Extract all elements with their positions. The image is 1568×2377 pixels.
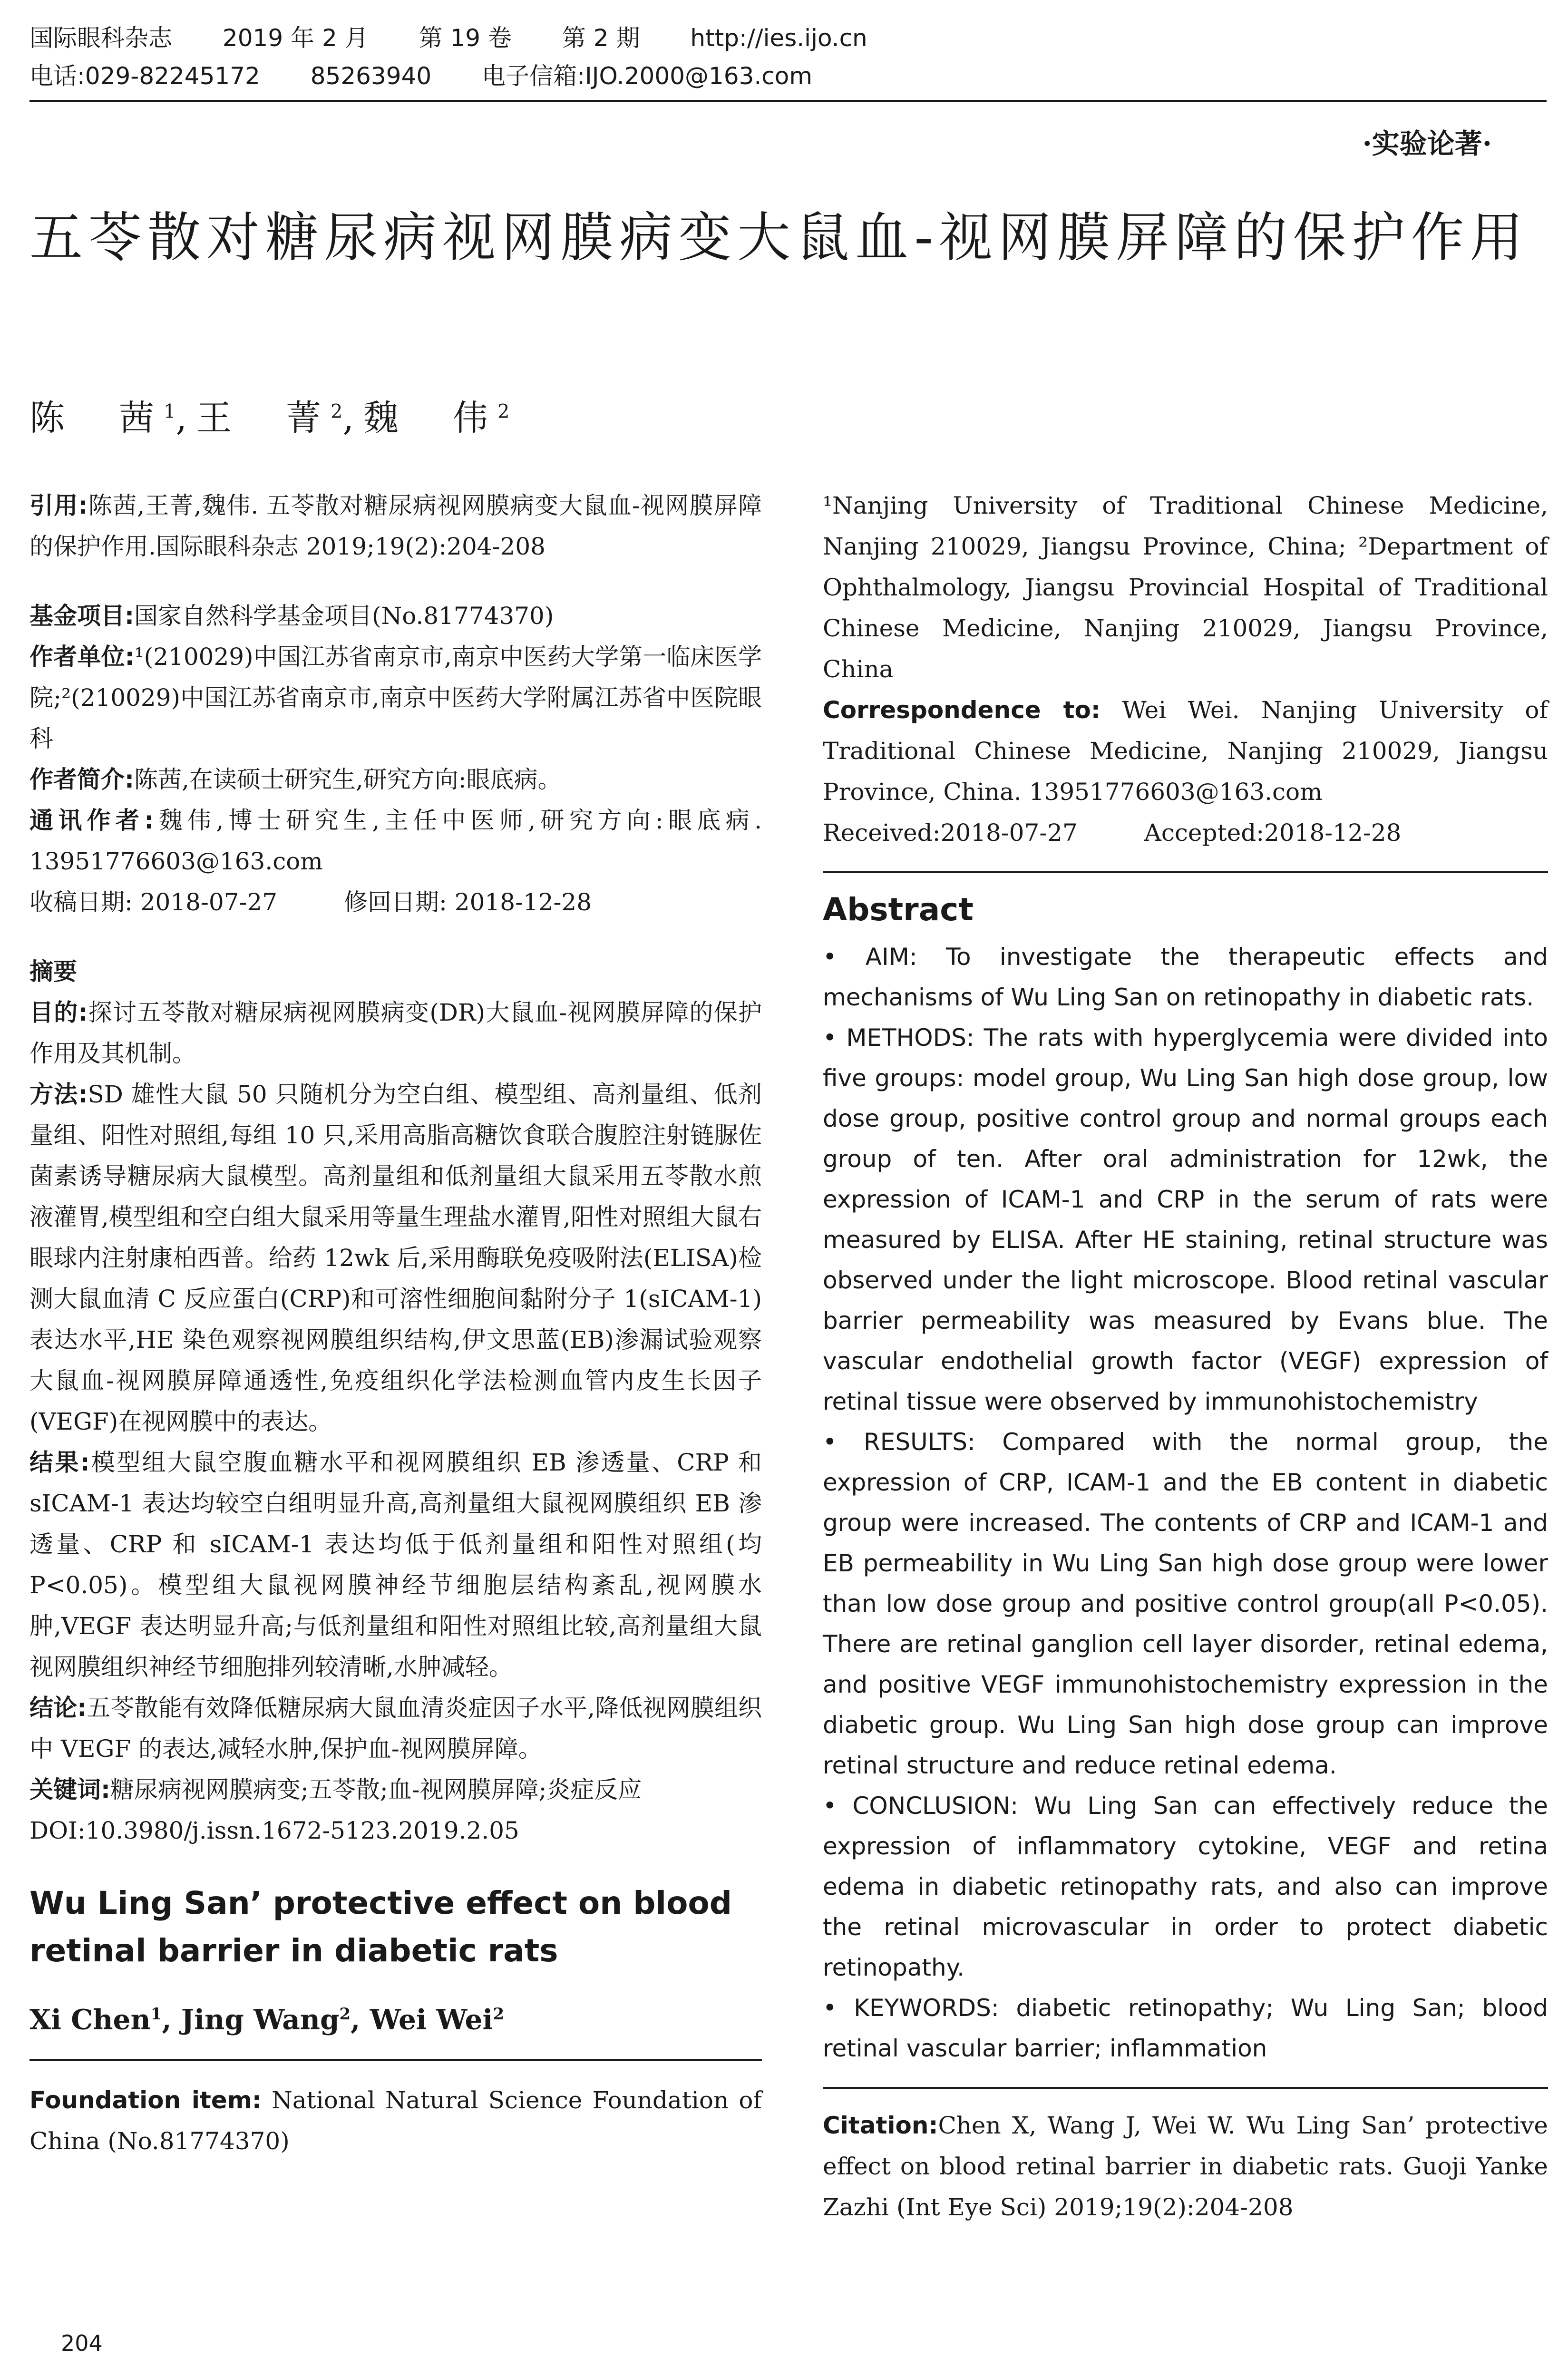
header-line-1: [29, 19, 1547, 57]
correspondence-label: Correspondence to:: [823, 696, 1101, 724]
header-rule: [29, 100, 1547, 102]
conclusion-label: 结论:: [29, 1694, 87, 1722]
page-number: 204: [61, 2330, 103, 2356]
aim-label: 目的:: [29, 999, 88, 1026]
author-affil: 2: [497, 400, 510, 423]
authors-en: Xi Chen$^1$, Jing Wang$^2$, Wei Wei$^2$: [29, 2003, 505, 2036]
foundation-text: National Natural Science Foundation of China (No.81774370): [29, 2086, 762, 2155]
section-label: ·实验论著·: [1362, 127, 1492, 160]
phone: 电话:029-82245172: [29, 62, 260, 90]
received-date: 收稿日期: 2018-07-27: [29, 888, 278, 916]
corr-label: 通讯作者:: [29, 807, 154, 834]
keywords-text: 糖尿病视网膜病变;五苓散;血-视网膜屏障;炎症反应: [110, 1776, 642, 1803]
article-title-en: Wu Ling San’ protective effect on blood retinal barrier in diabetic rats: [29, 1885, 732, 1969]
header-line-2: [29, 57, 1547, 95]
revised-date: 修回日期: 2018-12-28: [344, 888, 592, 916]
author-affil: 2: [330, 400, 343, 423]
dates-cn: [29, 882, 762, 923]
author-en-affil: 2: [339, 2005, 351, 2024]
citation-label: 引用:: [29, 492, 88, 519]
author-name: 王 菁: [196, 398, 331, 438]
citation-en-text: Chen X, Wang J, Wei W. Wu Ling San’ protective effect on blood retinal barrier in diabetic rats. Guoji Yanke Zazhi (Int Eye Sci) 2019;19(2):204-208: [823, 2112, 1548, 2221]
methods-cn: [29, 1074, 762, 1442]
results-en: • RESULTS: Compared with the normal group, the expression of CRP, ICAM-1 and the EB content in diabetic group were increased. The contents of CRP and ICAM-1 and EB permeability in Wu Ling San high dose group were lower than low dose group and positive control group(all P<0.05). There are retinal ganglion cell layer disorder, retinal edema, and positive VEGF immunohistochemistry expression in the diabetic group. Wu Ling San high dose group can improve retinal structure and reduce retinal edema.: [823, 1428, 1548, 1779]
received-date-en: Received:2018-07-27: [823, 819, 1078, 847]
fund-info: [29, 595, 762, 636]
bio-label: 作者简介:: [29, 766, 134, 793]
author-en-name: Wei Wei: [370, 2003, 493, 2036]
conclusion-text: 五苓散能有效降低糖尿病大鼠血清炎症因子水平,降低视网膜组织中 VEGF 的表达,减轻水肿,保护血-视网膜屏障。: [29, 1694, 762, 1763]
accepted-date-en: Accepted:2018-12-28: [1144, 819, 1402, 847]
abstract-heading-cn: 摘要: [29, 958, 77, 985]
results-cn: [29, 1442, 762, 1687]
journal-name: 国际眼科杂志: [29, 24, 172, 52]
keywords-en: • KEYWORDS: diabetic retinopathy; Wu Ling San; blood retinal vascular barrier; inflammation: [823, 1994, 1548, 2062]
affiliations-en: ¹Nanjing University of Traditional Chinese Medicine, Nanjing 210029, Jiangsu Province, China; ²Department of Ophthalmology, Jiangsu Provincial Hospital of Traditional Chinese Medicine, Nanjing 210029, Jiangsu Province, China: [823, 492, 1548, 683]
author-bio: [29, 759, 762, 800]
keywords-label: 关键词:: [29, 1776, 110, 1803]
left-column: [29, 485, 762, 2162]
results-label: 结果:: [29, 1449, 90, 1476]
citation-en: [823, 2105, 1548, 2228]
conclusion-en: • CONCLUSION: Wu Ling San can effectively reduce the expression of inflammatory cytokine, VEGF and retina edema in diabetic retinopathy rats, and also can improve the retinal microvascular in order to protect diabetic retinopathy.: [823, 1792, 1548, 1981]
author-name: 陈 茜: [29, 398, 164, 438]
author-unit: [29, 636, 762, 759]
abstract-heading-en: Abstract: [823, 891, 974, 928]
foundation-label: Foundation item:: [29, 2086, 262, 2114]
results-text: 模型组大鼠空腹血糖水平和视网膜组织 EB 渗透量、CRP 和 sICAM-1 表达均较空白组明显升高,高剂量组大鼠视网膜组织 EB 渗透量、CRP 和 sICAM-1 表达均低于低剂量组和阳性对照组(均 P<0.05)。模型组大鼠视网膜神经节细胞层结构紊乱,视网膜水肿,VEGF 表达明显升高;与低剂量组和阳性对照组比较,高剂量组大鼠视网膜组织神经节细胞排列较清晰,水肿减轻。: [29, 1449, 762, 1681]
conclusion-cn: [29, 1687, 762, 1769]
fund-text: 国家自然科学基金项目(No.81774370): [134, 602, 554, 630]
correspondence-text: Wei Wei. Nanjing University of Traditional Chinese Medicine, Nanjing 210029, Jiangsu Province, China. 13951776603@163.com: [823, 696, 1548, 806]
volume: 第 19 卷: [419, 24, 512, 52]
author-en-name: Xi Chen: [29, 2003, 151, 2036]
aim-cn: [29, 992, 762, 1074]
methods-en: • METHODS: The rats with hyperglycemia were divided into five groups: model group, Wu Ling San high dose group, low dose group, positive control group and normal groups each group of ten. After oral administration for 12wk, the expression of ICAM-1 and CRP in the serum of rats were measured by ELISA. After HE staining, retinal structure was observed under the light microscope. Blood retinal vascular barrier permeability was measured by Evans blue. The vascular endothelial growth factor (VEGF) expression of retinal tissue were observed by immunohistochemistry: [823, 1024, 1548, 1415]
author-en-name: Jing Wang: [181, 2003, 340, 2036]
journal-url[interactable]: http://ies.ijo.cn: [690, 24, 867, 52]
correspondence-en: [823, 690, 1548, 812]
journal-header: [29, 19, 1547, 95]
bio-text: 陈茜,在读硕士研究生,研究方向:眼底病。: [134, 766, 562, 793]
author-en-affil: 2: [493, 2005, 505, 2024]
divider: [823, 871, 1548, 873]
phone-2: 85263940: [310, 62, 432, 90]
methods-text: SD 雄性大鼠 50 只随机分为空白组、模型组、高剂量组、低剂量组、阳性对照组,每组 10 只,采用高脂高糖饮食联合腹腔注射链脲佐菌素诱导糖尿病大鼠模型。高剂量组和低剂量组大鼠采用五苓散水煎液灌胃,模型组和空白组大鼠采用等量生理盐水灌胃,阳性对照组大鼠右眼球内注射康柏西普。给药 12wk 后,采用酶联免疫吸附法(ELISA)检测大鼠血清 C 反应蛋白(CRP)和可溶性细胞间黏附分子 1(sICAM-1)表达水平,HE 染色观察视网膜组织结构,伊文思蓝(EB)渗漏试验观察大鼠血-视网膜屏障通透性,免疫组织化学法检测血管内皮生长因子(VEGF)在视网膜中的表达。: [29, 1081, 762, 1435]
corresponding-author: [29, 800, 762, 882]
issue-date: 2019 年 2 月: [222, 24, 369, 52]
citation-cn: [29, 485, 762, 567]
issue: 第 2 期: [562, 24, 640, 52]
right-column: [823, 485, 1548, 2228]
methods-label: 方法:: [29, 1081, 88, 1108]
unit-label: 作者单位:: [29, 643, 135, 671]
citation-en-label: Citation:: [823, 2112, 938, 2139]
divider: [29, 2059, 762, 2061]
fund-label: 基金项目:: [29, 602, 134, 630]
article-title-cn: 五苓散对糖尿病视网膜病变大鼠血-视网膜屏障的保护作用: [29, 207, 1529, 269]
unit-text: ¹(210029)中国江苏省南京市,南京中医药大学第一临床医学院;²(210029)中国江苏省南京市,南京中医药大学附属江苏省中医院眼科: [29, 643, 762, 752]
citation-text: 陈茜,王菁,魏伟. 五苓散对糖尿病视网膜病变大鼠血-视网膜屏障的保护作用.国际眼科杂志 2019;19(2):204-208: [29, 492, 762, 560]
email[interactable]: 电子信箱:IJO.2000@163.com: [482, 62, 813, 90]
author-name: 魏 伟: [363, 398, 497, 438]
aim-text: 探讨五苓散对糖尿病视网膜病变(DR)大鼠血-视网膜屏障的保护作用及其机制。: [29, 999, 762, 1067]
divider: [823, 2087, 1548, 2089]
author-affil: 1: [164, 400, 176, 423]
author-en-affil: 1: [150, 2005, 162, 2024]
aim-en: • AIM: To investigate the therapeutic effects and mechanisms of Wu Ling San on retinopathy in diabetic rats.: [823, 943, 1548, 1011]
foundation-en: [29, 2080, 762, 2162]
dates-en: [823, 812, 1548, 853]
doi[interactable]: DOI:10.3980/j.issn.1672-5123.2019.2.05: [29, 1817, 519, 1844]
corr-text: 魏伟,博士研究生,主任中医师,研究方向:眼底病. 13951776603@163.com: [29, 807, 762, 875]
authors-cn: 陈 茜$^1$,王 菁$^2$,魏 伟$^2$: [29, 398, 510, 438]
keywords-cn: [29, 1769, 762, 1810]
